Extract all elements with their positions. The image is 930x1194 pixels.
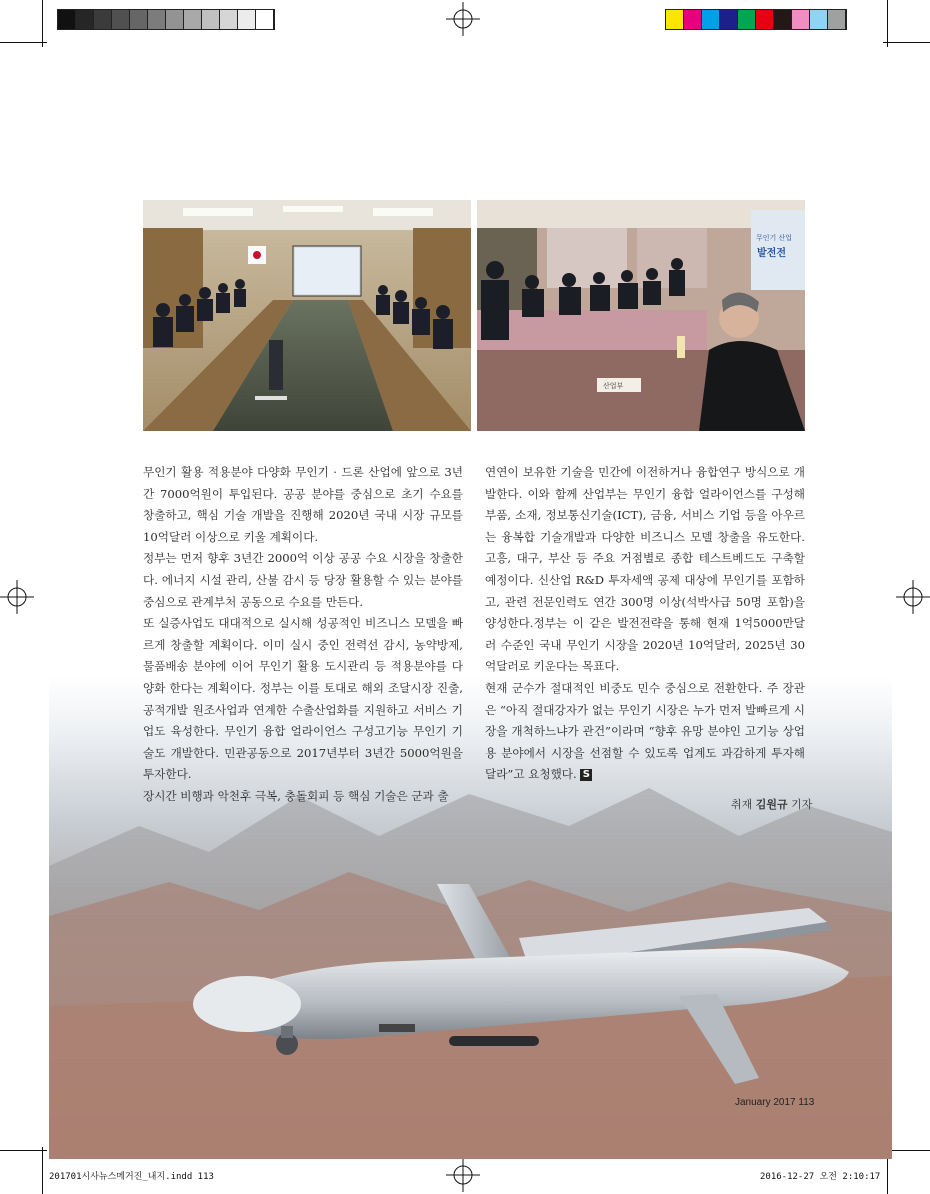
registration-mark-top <box>446 2 480 36</box>
right-paragraph-2: 현재 군수가 절대적인 비중도 민수 중심으로 전환한다. 주 장관은 “아직 절대강자가 없는 무인기 시장은 누가 먼저 발빠르게 시장을 개척하느냐가 관건”이라며 “향후 유망 분야인 고기능 상업용 분야에서 시장을 선점할 수 있도록 업계도 과감하게 투자해달라”고 요청했다. <box>485 680 805 782</box>
byline-prefix: 취재 <box>731 798 753 811</box>
process-swatch-10 <box>828 10 846 29</box>
registration-mark-bottom <box>446 1158 480 1192</box>
process-swatch-3 <box>702 10 720 29</box>
grayscale-swatch-9 <box>202 10 220 29</box>
grayscale-swatch-7 <box>166 10 184 29</box>
process-swatch-9 <box>810 10 828 29</box>
article-column-right <box>485 462 805 786</box>
left-paragraph-3: 또 실증사업도 대대적으로 실시해 성공적인 비즈니스 모델을 빠르게 창출할 계획이다. 이미 실시 중인 전력선 감시, 농약방제, 물품배송 분야에 이어 무인기 활용 도시관리 등 적용분야를 다양화 한다는 계획이다. 정부는 이를 토대로 해외 조달시장 진출, 공적개발 원조사업과 연계한 수출산업화를 지원하고 서비스 기업도 육성한다. 무인기 융합 얼라이언스 구성고기능 무인기 기술도 개발한다. 민관공동으로 2017년부터 3년간 5000억원을 투자한다. <box>143 616 463 782</box>
photo-minister-meeting <box>477 200 805 431</box>
process-swatch-5 <box>738 10 756 29</box>
left-paragraph-1: 무인기 활용 적용분야 다양화 무인기 · 드론 산업에 앞으로 3년간 7000억원이 투입된다. 공공 분야를 중심으로 초기 수요를 창출하고, 핵심 기술 개발을 진행해 2020년 국내 시장 규모를 10억달러 이상으로 키울 계획이다. <box>143 465 463 544</box>
end-mark-icon: S <box>580 769 592 781</box>
byline <box>731 796 812 812</box>
grayscale-swatch-10 <box>220 10 238 29</box>
slug-file-name: 201701시사뉴스메거진_내지.indd 113 <box>49 1172 214 1182</box>
grayscale-swatch-5 <box>130 10 148 29</box>
grayscale-swatch-1 <box>58 10 76 29</box>
byline-author: 김원규 <box>755 798 788 811</box>
process-swatch-1 <box>666 10 684 29</box>
article-column-left <box>143 462 463 808</box>
screen-text-2: 발전전 <box>757 248 786 259</box>
grayscale-swatch-4 <box>112 10 130 29</box>
registration-mark-right <box>896 580 930 614</box>
byline-suffix: 기자 <box>791 798 813 811</box>
process-swatch-2 <box>684 10 702 29</box>
right-paragraph-1: 연연이 보유한 기술을 민간에 이전하거나 융합연구 방식으로 개발한다. 이와 함께 산업부는 무인기 융합 얼라이언스를 구성해 부품, 소재, 정보통신기술(ICT), 금융, 서비스 기업 등을 아우르는 융복합 기술개발과 다양한 비즈니스 모델 창출을 유도한다. 고흥, 대구, 부산 등 주요 거점별로 종합 테스트베드도 구축할 예정이다. 신산업 R&D 투자세액 공제 대상에 무인기를 포함하고, 관련 전문인력도 연간 300명 이상(석박사급 50명 포함)을 양성한다.정부는 이 같은 발전전략을 통해 현재 1억5000만달러 수준인 국내 무인기 시장을 2020년 10억달러, 2025년 30억달러로 키운다는 목표다. <box>485 465 805 674</box>
grayscale-swatch-2 <box>76 10 94 29</box>
grayscale-swatch-12 <box>256 10 274 29</box>
page-folio: January 2017 113 <box>735 1097 815 1108</box>
process-swatch-4 <box>720 10 738 29</box>
left-paragraph-2: 정부는 먼저 향후 3년간 2000억 이상 공공 수요 시장을 창출한다. 에너지 시설 관리, 산불 감시 등 당장 활용할 수 있는 분야를 중심으로 관계부처 공동으로 수요를 만든다. <box>143 551 463 609</box>
photo-conference-room <box>143 200 471 431</box>
process-color-bar <box>665 9 847 30</box>
registration-mark-left <box>0 580 34 614</box>
process-swatch-7 <box>774 10 792 29</box>
grayscale-swatch-6 <box>148 10 166 29</box>
grayscale-color-bar <box>57 9 275 30</box>
process-swatch-8 <box>792 10 810 29</box>
grayscale-swatch-8 <box>184 10 202 29</box>
grayscale-swatch-11 <box>238 10 256 29</box>
nameplate-text: 산업부 <box>603 382 624 390</box>
screen-text-1: 무인기 산업 <box>756 234 793 242</box>
process-swatch-6 <box>756 10 774 29</box>
slug-timestamp: 2016-12-27 오전 2:10:17 <box>760 1172 881 1182</box>
left-paragraph-4: 장시간 비행과 악천후 극복, 충돌회피 등 핵심 기술은 군과 출 <box>143 788 449 803</box>
grayscale-swatch-3 <box>94 10 112 29</box>
